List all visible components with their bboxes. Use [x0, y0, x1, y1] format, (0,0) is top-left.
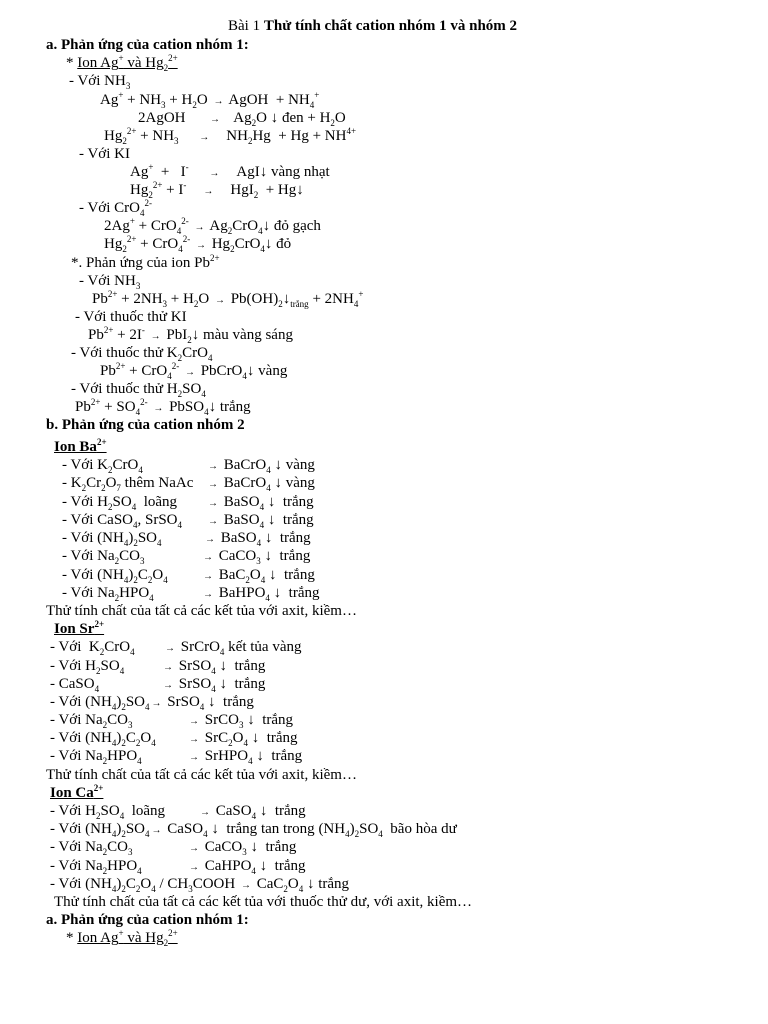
product-vang: vàng	[258, 363, 288, 379]
eq-pb-i: $Pb^{2+} + 2I^-$ → PbI$_2$↓ màu vàng sáng	[88, 325, 293, 345]
label-voi-cro4: - Với CrO$_4^{2-}$	[79, 198, 152, 218]
label-pb-h2so4: - Với thuốc thử $H_2SO_4$	[71, 381, 206, 399]
ba-row: - $K_2Cr_2O_7$ thêm NaAc	[62, 475, 194, 493]
ba-row: - Với $K_2CrO_4$	[62, 457, 143, 475]
product-trang: trắng	[219, 399, 251, 415]
ca-row: - Với $Na_2HPO_4$	[50, 858, 142, 876]
voi-nh3-text-2: - Với NH	[79, 273, 136, 289]
label-voi-nh3: - Với $NH_3$	[69, 73, 131, 91]
label-pb-k2cro4: - Với thuốc thử $K_2CrO_4$	[71, 345, 213, 363]
them-naac: thêm NaAc	[124, 475, 194, 491]
ion-ba-heading: Ion $Ba^{2+}$	[54, 437, 107, 455]
ca-row: - Với $H_2SO_4$ loãng	[50, 803, 166, 821]
sr-row: - Với $Na_2HPO_4$	[50, 748, 142, 766]
label-pb-ki: - Với thuốc thử KI	[75, 309, 187, 325]
title-prefix: Bài 1	[228, 18, 264, 34]
sr-result: → SrCO$_3$ ↓ trắng	[189, 712, 294, 730]
eq-pb-nh3: $Pb^{2+} + 2NH_3 + H_2O$ → $Pb(OH)_2↓_{trắng} + 2NH_4^+$	[92, 289, 364, 309]
ion-ag-label-2: Ion Ag	[77, 930, 119, 946]
sr-row: - Với $Na_2CO_3$	[50, 712, 133, 730]
eq-pb-so4: $Pb^{2+} + SO_4^{2-}$ → PbSO$_4$↓ trắng	[75, 397, 251, 417]
label-pb-nh3: - Với $NH_3$	[79, 273, 141, 291]
voi-thuoc-k-text: - Với thuốc thử K	[71, 345, 178, 361]
voi-nh3-text: - Với NH	[69, 73, 126, 89]
eq-hg-cro4: $Hg_2^{2+} + CrO_4^{2-}$ → $Hg_2CrO_4↓$ đỏ	[104, 234, 292, 254]
sr-result: → $SrC_2O_4$ ↓ trắng	[189, 730, 298, 748]
sr-result: → SrSO$_4$ ↓ trắng	[163, 676, 266, 694]
note-bao-hoa: bão hòa dư	[390, 821, 457, 837]
label-voi-ki: - Với KI	[79, 146, 130, 162]
page-title	[228, 17, 517, 35]
pb-header-text: *. Phản ứng của ion Pb	[71, 255, 210, 271]
product-vang-sang: màu vàng sáng	[202, 327, 293, 343]
product-trang-sub: trắng	[290, 299, 309, 309]
ba-result: → BaSO$_4$ ↓ trắng	[208, 494, 314, 512]
eq-hg-i: $Hg_2^{2+} + I^-$ → HgI$_2$ + Hg↓	[130, 180, 304, 200]
product-do: đỏ	[276, 236, 292, 252]
ca-result: → CaCO$_3$ ↓ trắng	[189, 839, 297, 857]
ca-row: - Với $Na_2CO_3$	[50, 839, 133, 857]
ca-row: - Với $(NH_4)_2C_2O_4$ / $CH_3COOH \to CaC_2O_4$ ↓ trắng	[50, 876, 350, 894]
note-tan: tan trong	[260, 821, 315, 837]
ion-sr-text: Ion Sr	[54, 621, 95, 637]
ba-row: - Với $Na_2CO_3$	[62, 548, 145, 566]
eq-ag-nh3: $Ag^+ + NH_3 + H_2O$ → AgOH + $NH_4^+$	[100, 90, 320, 110]
eq-ag-cro4: $2Ag^+ + CrO_4^{2-} \to Ag_2CrO_4↓$ đỏ gạch	[104, 216, 321, 236]
sr-note: Thử tính chất của tất cả các kết tủa với axit, kiềm…	[46, 767, 357, 783]
sr-row: - Với $(NH_4)_2SO_4$ → SrSO$_4$ ↓ trắng	[50, 694, 254, 712]
va-hg-label-2: và Hg	[123, 930, 164, 946]
voi-cro4-text: - Với CrO	[79, 200, 140, 216]
va-hg-label: và Hg	[123, 55, 164, 71]
eq-ag-i: Ag+ + I- → AgI↓ vàng nhạt	[130, 162, 330, 180]
sr-row: - CaSO$_4$	[50, 676, 100, 694]
ba-row: - Với $(NH_4)_2C_2O_4$	[62, 567, 168, 585]
ba-row: - Với $(NH_4)_2SO_4$	[62, 530, 162, 548]
product-den: đen	[281, 110, 304, 126]
ba-result: → BaHPO$_4$ ↓ trắng	[203, 585, 320, 603]
sr-row: - Với $K_2CrO_4$	[50, 639, 135, 657]
ca-row: - Với $(NH_4)_2SO_4$ → CaSO$_4$ ↓ trắng tan trong $(NH_4)_2SO_4$ bão hòa dư	[50, 821, 457, 839]
ba-row: - Với $Na_2HPO_4$	[62, 585, 154, 603]
ba-row: - Với CaSO$_4$, SrSO$_4$	[62, 512, 183, 530]
ba-result: → BaSO$_4$ ↓ trắng	[208, 512, 314, 530]
ion-ba-text: Ion Ba	[54, 439, 97, 455]
voi-thuoc-h-text: - Với thuốc thử H	[71, 381, 178, 397]
ion-ag-label: Ion Ag	[77, 55, 119, 71]
ion-ca-text: Ion Ca	[50, 785, 94, 801]
ca-result: → CaHPO$_4$ ↓ trắng	[189, 858, 306, 876]
ion-sr-heading: Ion $Sr^{2+}$	[54, 619, 105, 637]
eq-hg-nh3: $Hg_2^{2+} + NH_3$ → $NH_2Hg + Hg + NH^{4+}$	[104, 126, 357, 146]
section-b-heading: b. Phản ứng của cation nhóm 2	[46, 417, 245, 433]
ion-ag-hg-heading: * Ion Ag+ và $Hg_2^{2+}$	[66, 53, 178, 73]
sr-row: - Với $(NH_4)_2C_2O_4$	[50, 730, 156, 748]
title-bold: Thử tính chất cation nhóm 1 và nhóm 2	[263, 18, 518, 34]
sr-result: → SrHPO$_4$ ↓ trắng	[189, 748, 303, 766]
ba-note: Thử tính chất của tất cả các kết tủa với axit, kiềm…	[46, 603, 357, 619]
product-vang-nhat: vàng nhạt	[270, 164, 330, 180]
product-ket-tua-vang: kết tủa vàng	[228, 639, 302, 655]
ba-row: - Với $H_2SO_4$ loãng	[62, 494, 178, 512]
ba-result: → $BaC_2O_4$ ↓ trắng	[203, 567, 315, 585]
section-a-repeat: a. Phản ứng của cation nhóm 1:	[46, 912, 249, 928]
sr-result: → SrSO$_4$ ↓ trắng	[163, 658, 266, 676]
ba-result: → BaCrO$_4$ ↓ vàng	[208, 457, 315, 475]
ba-result: → BaSO$_4$ ↓ trắng	[205, 530, 311, 548]
pb-heading: *. Phản ứng của ion $Pb^{2+}$	[71, 253, 220, 271]
ion-ag-hg-repeat: * Ion Ag+ và $Hg_2^{2+}$	[66, 928, 178, 948]
ba-result: → CaCO$_3$ ↓ trắng	[203, 548, 311, 566]
sr-row: - Với $H_2SO_4$	[50, 658, 125, 676]
ca-result: → CaSO$_4$ ↓ trắng	[200, 803, 306, 821]
eq-agoh: 2AgOH → $Ag_2O$ ↓ đen + $H_2O$	[138, 110, 346, 128]
ion-ca-heading: Ion $Ca^{2+}$	[50, 783, 104, 801]
product-do-gach: đỏ gạch	[273, 218, 321, 234]
ca-note: Thử tính chất của tất cả các kết tủa với thuốc thử dư, với axit, kiềm…	[54, 894, 473, 910]
eq-pb-cro4: $Pb^{2+} + CrO_4^{2-}$ → PbCrO$_4$↓ vàng	[100, 361, 288, 381]
sr-result: → SrCrO$_4$ kết tủa vàng	[165, 639, 302, 657]
ba-result: → BaCrO$_4$ ↓ vàng	[208, 475, 315, 493]
section-a-heading: a. Phản ứng của cation nhóm 1:	[46, 37, 249, 53]
